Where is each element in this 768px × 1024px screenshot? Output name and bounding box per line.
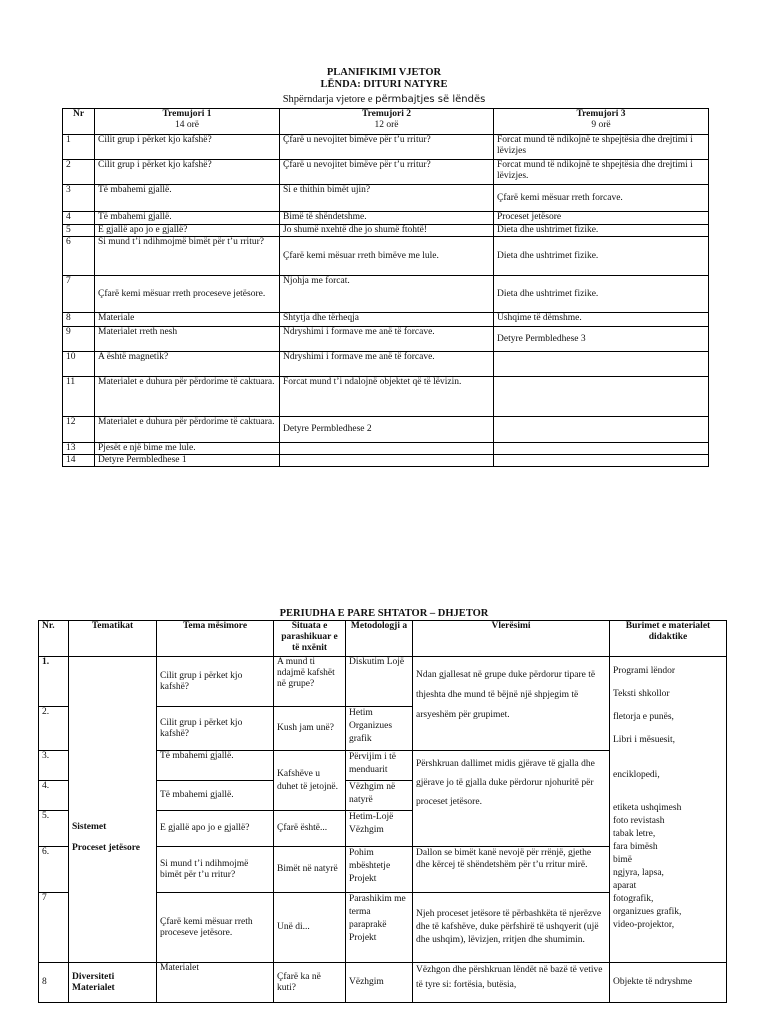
resource-item: fletorja e punës, <box>613 712 674 722</box>
resource-item: foto revistash <box>613 816 665 826</box>
cell-tema: Çfarë kemi mësuar rreth proceseve jetësore. <box>157 893 274 963</box>
subject-title: LËNDA: DITURI NATYRE <box>320 79 448 90</box>
cell-t2: Çfarë kemi mësuar rreth bimëve me lule. <box>280 237 494 276</box>
annual-plan-table <box>62 108 709 467</box>
cell-vleresimi: Njeh proceset jetësore të përbashkëta të njerëzve dhe të kafshëve, duke përfshirë të ushqyerit (ujë dhe ushqim), lëvizjen, rritjen dhe shumimin. <box>413 893 610 963</box>
cell-t2: Forcat mund t’i ndalojnë objektet që të lëvizin. <box>280 377 494 417</box>
header-tremujori-1: Tremujori 1 14 orë <box>95 109 280 135</box>
cell-t2: Çfarë u nevojitet bimëve për t’u rritur? <box>280 160 494 185</box>
cell-t1: Materialet e duhura për përdorime të caktuara. <box>95 377 280 417</box>
cell-metod: Vëzhgim <box>346 963 413 1003</box>
cell-metod: Përvijim i të menduarit <box>346 751 413 781</box>
cell-t3: Çfarë kemi mësuar rreth forcave. <box>494 185 709 212</box>
cell-metod: Diskutim Lojë <box>346 657 413 707</box>
table-row <box>63 276 709 313</box>
cell-t2: Bimë të shëndetshme. <box>280 212 494 225</box>
cell-t2: Jo shumë nxehtë dhe jo shumë ftohtë! <box>280 225 494 237</box>
resource-item: Libri i mësuesit, <box>613 735 676 745</box>
cell-nr: 3. <box>39 751 69 781</box>
cell-t1: Si mund t’i ndihmojmë bimët për t’u rritur? <box>95 237 280 276</box>
cell-vleresimi: Dallon se bimët kanë nevojë për rrënjë, gjethe dhe kërcej të shëndetshëm për t’u rritur mirë. <box>413 847 610 893</box>
resource-item: Teksti shkollor <box>613 689 670 699</box>
page-title: PLANIFIKIMI VJETOR <box>326 67 442 78</box>
resource-item: tabak letre, <box>613 829 656 839</box>
cell-t3 <box>494 417 709 443</box>
cell-vleresimi: Ndan gjallesat në grupe duke përdorur tipare të thjeshta dhe mund të bëjnë një shpjegim të arsyeshëm për grupimet. <box>413 657 610 751</box>
cell-t1: Materialet rreth nesh <box>95 327 280 352</box>
cell-vleresimi: Përshkruan dallimet midis gjërave të gjalla dhe gjërave jo të gjalla duke përdorur njohuritë për proceset jetësore. <box>413 751 610 847</box>
header-metodologjia: Metodologji a <box>346 621 413 657</box>
cell-nr: 7 <box>63 276 95 313</box>
table-row <box>63 377 709 417</box>
cell-t3 <box>494 443 709 455</box>
cell-vleresimi: Vëzhgon dhe përshkruan lëndët në bazë të vetive të tyre si: fortësia, butësia, <box>413 963 610 1003</box>
subtitle-part-a: Shpërndarja vjetore e <box>282 94 376 105</box>
cell-burimet <box>610 657 727 963</box>
cell-nr: 7 <box>39 893 69 963</box>
resource-item: enciklopedi, <box>613 770 660 780</box>
cell-nr: 5 <box>63 225 95 237</box>
tematika-sistemet: Sistemet <box>72 821 107 832</box>
subtitle-part-b: përmbajtjes së lëndës <box>375 94 486 105</box>
cell-t2 <box>280 443 494 455</box>
cell-t3: Dieta dhe ushtrimet fizike. <box>494 225 709 237</box>
table-row <box>63 327 709 352</box>
table-row <box>63 185 709 212</box>
resource-item: etiketa ushqimesh <box>613 803 682 813</box>
cell-situata: Kafshëve u duhet të jetojnë. <box>274 751 346 811</box>
header-nr: Nr. <box>39 621 69 657</box>
cell-nr: 1. <box>39 657 69 707</box>
cell-t3: Dieta dhe ushtrimet fizike. <box>494 276 709 313</box>
table-row <box>63 313 709 327</box>
cell-tema: Si mund t’i ndihmojmë bimët për t’u rritur? <box>157 847 274 893</box>
table-row <box>63 212 709 225</box>
resource-item: aparat <box>613 881 637 891</box>
table-row <box>63 455 709 467</box>
cell-tema: E gjallë apo jo e gjallë? <box>157 811 274 847</box>
cell-situata: Çfarë ka në kuti? <box>274 963 346 1003</box>
cell-tema: Të mbahemi gjallë. <box>157 751 274 781</box>
cell-nr: 2 <box>63 160 95 185</box>
cell-situata: Çfarë është... <box>274 811 346 847</box>
cell-metod: Parashikim me terma paraprakë Projekt <box>346 893 413 963</box>
cell-tema: Cilit grup i përket kjo kafshë? <box>157 707 274 751</box>
header-tematikat: Tematikat <box>69 621 157 657</box>
table-row <box>63 135 709 160</box>
cell-t2: Shtytja dhe tërheqja <box>280 313 494 327</box>
cell-t2: Çfarë u nevojitet bimëve për t’u rritur? <box>280 135 494 160</box>
cell-nr: 10 <box>63 352 95 377</box>
header-tremujori-2: Tremujori 2 12 orë <box>280 109 494 135</box>
tematika-diversiteti: Diversiteti <box>72 971 115 982</box>
tematika-materialet: Materialet <box>72 982 115 993</box>
resource-item: Programi lëndor <box>613 666 676 676</box>
cell-tema: Cilit grup i përket kjo kafshë? <box>157 657 274 707</box>
tematika-proceset: Proceset jetësore <box>72 842 140 853</box>
cell-tema: Të mbahemi gjallë. <box>157 781 274 811</box>
cell-t2: Detyre Permbledhese 2 <box>280 417 494 443</box>
cell-t1: Çfarë kemi mësuar rreth proceseve jetësore. <box>95 276 280 313</box>
period-title: PERIUDHA E PARE SHTATOR – DHJETOR <box>279 608 489 619</box>
cell-situata: Unë di... <box>274 893 346 963</box>
cell-t1: Cilit grup i përket kjo kafshë? <box>95 135 280 160</box>
cell-t2: Si e thithin bimët ujin? <box>280 185 494 212</box>
resource-item: fara bimësh <box>613 842 658 852</box>
cell-nr: 4. <box>39 781 69 811</box>
cell-t3: Forcat mund të ndikojnë te shpejtësia dhe drejtimi i lëvizjes. <box>494 160 709 185</box>
resource-item: video-projektor, <box>613 920 675 930</box>
cell-nr: 9 <box>63 327 95 352</box>
cell-t3: Forcat mund të ndikojnë te shpejtësia dhe drejtimi i lëvizjes <box>494 135 709 160</box>
cell-metod: Vëzhgim në natyrë <box>346 781 413 811</box>
resource-item: bimë <box>613 855 632 865</box>
cell-t1: Pjesët e një bime me lule. <box>95 443 280 455</box>
cell-t1: Materialet e duhura për përdorime të caktuara. <box>95 417 280 443</box>
cell-t3: Proceset jetësore <box>494 212 709 225</box>
hours-t2: 12 orë <box>374 120 399 130</box>
cell-tematika <box>69 963 157 1003</box>
header-burimet: Burimet e materialet didaktike <box>610 621 727 657</box>
hours-t3: 9 orë <box>591 120 611 130</box>
page-subtitle <box>0 94 768 105</box>
cell-situata: A mund ti ndajmë kafshët në grupe? <box>274 657 346 707</box>
cell-nr: 13 <box>63 443 95 455</box>
cell-t3 <box>494 377 709 417</box>
cell-nr: 1 <box>63 135 95 160</box>
cell-nr: 4 <box>63 212 95 225</box>
table-row <box>63 237 709 276</box>
cell-metod: Pohim mbështetje Projekt <box>346 847 413 893</box>
cell-t3 <box>494 455 709 467</box>
cell-t1: Të mbahemi gjallë. <box>95 212 280 225</box>
table-row <box>39 963 727 1003</box>
cell-metod: Hetim Organizues grafik <box>346 707 413 751</box>
cell-nr: 2. <box>39 707 69 751</box>
period-plan-table <box>38 620 727 1003</box>
resources-list <box>613 665 723 932</box>
table-row <box>63 443 709 455</box>
cell-tematika <box>69 657 157 963</box>
hours-t1: 14 orë <box>174 120 199 130</box>
cell-nr: 6. <box>39 847 69 893</box>
cell-t1: A është magnetik? <box>95 352 280 377</box>
cell-nr: 6 <box>63 237 95 276</box>
cell-situata: Kush jam unë? <box>274 707 346 751</box>
cell-t2: Njohja me forcat. <box>280 276 494 313</box>
cell-t3: Detyre Permbledhese 3 <box>494 327 709 352</box>
table-row <box>63 225 709 237</box>
header-nr: Nr <box>63 109 95 135</box>
cell-nr: 11 <box>63 377 95 417</box>
cell-nr: 12 <box>63 417 95 443</box>
cell-t1: E gjallë apo jo e gjallë? <box>95 225 280 237</box>
cell-t1: Materiale <box>95 313 280 327</box>
cell-nr: 8 <box>63 313 95 327</box>
resource-item: organizues grafik, <box>613 907 682 917</box>
table-row <box>63 352 709 377</box>
cell-situata: Bimët në natyrë <box>274 847 346 893</box>
header-tema: Tema mësimore <box>157 621 274 657</box>
resource-item: fotografik, <box>613 894 654 904</box>
table-row <box>63 417 709 443</box>
cell-burimet: Objekte të ndryshme <box>610 963 727 1003</box>
cell-t3: Dieta dhe ushtrimet fizike. <box>494 237 709 276</box>
cell-t2 <box>280 455 494 467</box>
cell-nr: 14 <box>63 455 95 467</box>
cell-t1: Detyre Permbledhese 1 <box>95 455 280 467</box>
cell-nr: 5. <box>39 811 69 847</box>
cell-t1: Të mbahemi gjallë. <box>95 185 280 212</box>
table-row <box>39 657 727 707</box>
header-situata: Situata e parashikuar e të nxënit <box>274 621 346 657</box>
cell-t3 <box>494 352 709 377</box>
cell-metod: Hetim-Lojë Vëzhgim <box>346 811 413 847</box>
resource-item: ngjyra, lapsa, <box>613 868 664 878</box>
cell-t1: Cilit grup i përket kjo kafshë? <box>95 160 280 185</box>
cell-t2: Ndryshimi i formave me anë të forcave. <box>280 352 494 377</box>
cell-t2: Ndryshimi i formave me anë të forcave. <box>280 327 494 352</box>
cell-nr: 8 <box>39 963 69 1003</box>
table-row <box>63 160 709 185</box>
cell-tema: Materialet <box>157 963 274 1003</box>
cell-nr: 3 <box>63 185 95 212</box>
header-tremujori-3: Tremujori 3 9 orë <box>494 109 709 135</box>
header-vleresimi: Vlerësimi <box>413 621 610 657</box>
cell-t3: Ushqime të dëmshme. <box>494 313 709 327</box>
